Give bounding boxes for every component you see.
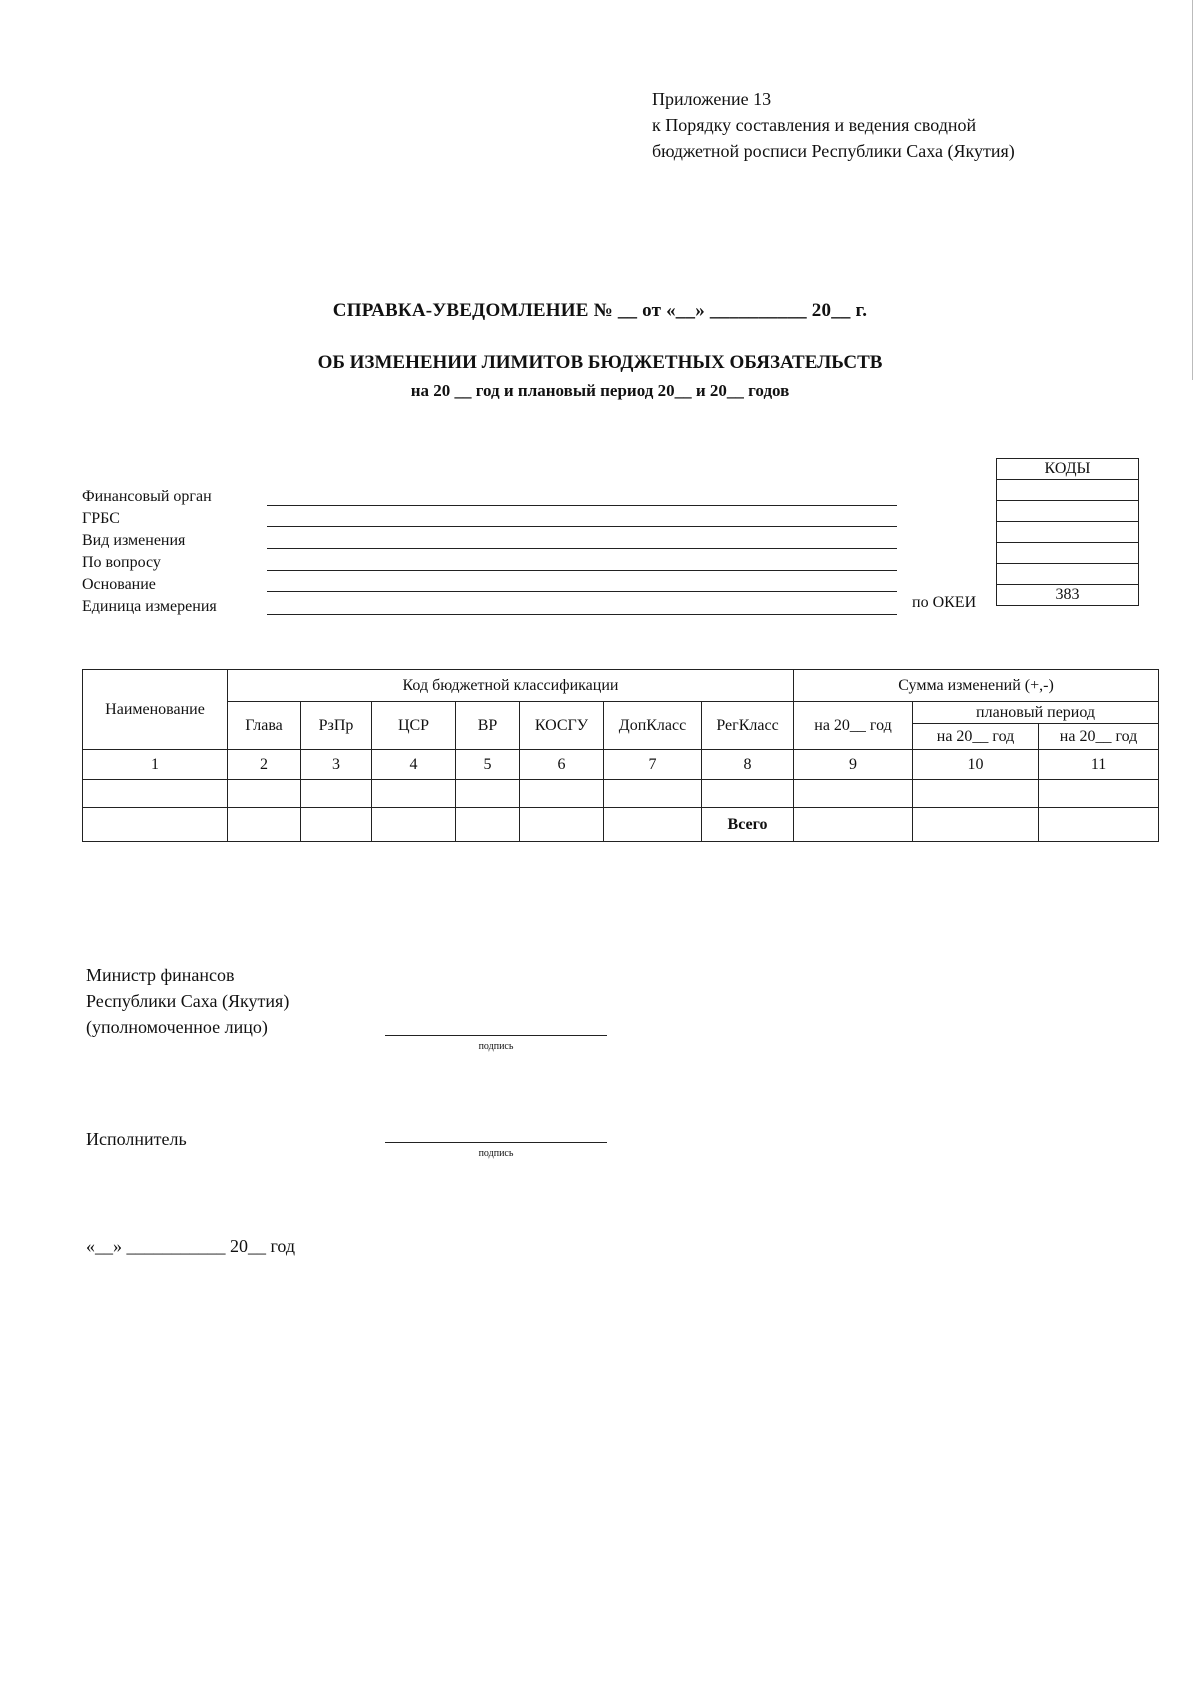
cell-vr [456, 808, 520, 842]
document-subtitle: ОБ ИЗМЕНЕНИИ ЛИМИТОВ БЮДЖЕТНЫХ ОБЯЗАТЕЛЬСТВ [317, 352, 883, 373]
cell-year2[interactable] [913, 780, 1039, 808]
document-title: СПРАВКА-УВЕДОМЛЕНИЕ № __ от «__» __________ 20__ г. [332, 300, 868, 321]
minister-signature-line[interactable] [385, 1035, 607, 1036]
document-period: на 20 __ год и плановый период 20__ и 20__ годов [410, 381, 790, 400]
label-grbs: ГРБС [82, 510, 120, 527]
label-change-type: Вид изменения [82, 532, 186, 549]
col-header-glava: Глава [228, 702, 301, 750]
col-header-kosgu: КОСГУ [520, 702, 604, 750]
minister-signature-caption: подпись [478, 1041, 514, 1052]
code-question[interactable] [997, 543, 1139, 564]
col-number: 8 [702, 750, 794, 780]
minister-line-2: Республики Саха (Якутия) [86, 991, 290, 1011]
total-label: Всего [702, 808, 794, 842]
document-date: «__» ___________ 20__ год [86, 1236, 296, 1256]
col-number: 3 [301, 750, 372, 780]
col-header-planned-period: плановый период [913, 702, 1159, 724]
codes-table [996, 458, 1139, 606]
col-number: 5 [456, 750, 520, 780]
cell-kosgu [520, 808, 604, 842]
cell-vr[interactable] [456, 780, 520, 808]
field-change-type[interactable] [267, 548, 897, 549]
col-header-vr: ВР [456, 702, 520, 750]
minister-line-1: Министр финансов [86, 965, 235, 985]
cell-glava[interactable] [228, 780, 301, 808]
cell-dopklass[interactable] [604, 780, 702, 808]
cell-csr[interactable] [372, 780, 456, 808]
label-basis: Основание [82, 576, 156, 593]
field-unit[interactable] [267, 614, 897, 615]
cell-dopklass [604, 808, 702, 842]
cell-name[interactable] [83, 780, 228, 808]
field-fin-organ[interactable] [267, 505, 897, 506]
col-number: 2 [228, 750, 301, 780]
col-header-csr: ЦСР [372, 702, 456, 750]
cell-kosgu[interactable] [520, 780, 604, 808]
col-header-year3: на 20__ год [1039, 724, 1159, 750]
col-number: 10 [913, 750, 1039, 780]
col-header-year2: на 20__ год [913, 724, 1039, 750]
cell-glava [228, 808, 301, 842]
col-header-kbk: Код бюджетной классификации [228, 670, 794, 702]
code-grbs[interactable] [997, 501, 1139, 522]
code-change-type[interactable] [997, 522, 1139, 543]
cell-regklass[interactable] [702, 780, 794, 808]
col-header-regklass: РегКласс [702, 702, 794, 750]
total-year2[interactable] [913, 808, 1039, 842]
code-basis[interactable] [997, 564, 1139, 585]
col-header-dopklass: ДопКласс [604, 702, 702, 750]
cell-year3[interactable] [1039, 780, 1159, 808]
executor-label: Исполнитель [86, 1129, 187, 1149]
code-fin-organ[interactable] [997, 480, 1139, 501]
col-number: 6 [520, 750, 604, 780]
total-year3[interactable] [1039, 808, 1159, 842]
appendix-note [652, 86, 1015, 164]
codes-header: КОДЫ [997, 459, 1139, 480]
label-fin-organ: Финансовый орган [82, 488, 212, 505]
cell-rzpr[interactable] [301, 780, 372, 808]
field-grbs[interactable] [267, 526, 897, 527]
cell-name [83, 808, 228, 842]
col-number: 1 [83, 750, 228, 780]
appendix-line-3: бюджетной росписи Республики Саха (Якутия) [652, 141, 1015, 161]
total-row [83, 808, 1159, 842]
col-header-sum: Сумма изменений (+,-) [794, 670, 1159, 702]
col-number: 7 [604, 750, 702, 780]
label-unit: Единица измерения [82, 598, 217, 615]
total-year[interactable] [794, 808, 913, 842]
limits-table [82, 669, 1159, 842]
cell-year[interactable] [794, 780, 913, 808]
label-question: По вопросу [82, 554, 161, 571]
cell-csr [372, 808, 456, 842]
minister-line-3: (уполномоченное лицо) [86, 1017, 268, 1037]
appendix-line-2: к Порядку составления и ведения сводной [652, 115, 977, 135]
code-okei: 383 [997, 585, 1139, 606]
scan-edge [1192, 0, 1193, 380]
cell-rzpr [301, 808, 372, 842]
field-basis[interactable] [267, 591, 897, 592]
col-number: 4 [372, 750, 456, 780]
col-header-year: на 20__ год [794, 702, 913, 750]
col-number: 9 [794, 750, 913, 780]
okei-label: по ОКЕИ [912, 594, 977, 611]
field-question[interactable] [267, 570, 897, 571]
executor-signature-line[interactable] [385, 1142, 607, 1143]
minister-title [86, 962, 289, 1040]
appendix-line-1: Приложение 13 [652, 89, 772, 109]
table-row [83, 780, 1159, 808]
col-header-rzpr: РзПр [301, 702, 372, 750]
col-number: 11 [1039, 750, 1159, 780]
col-header-name: Наименование [83, 670, 228, 750]
executor-signature-caption: подпись [478, 1148, 514, 1159]
